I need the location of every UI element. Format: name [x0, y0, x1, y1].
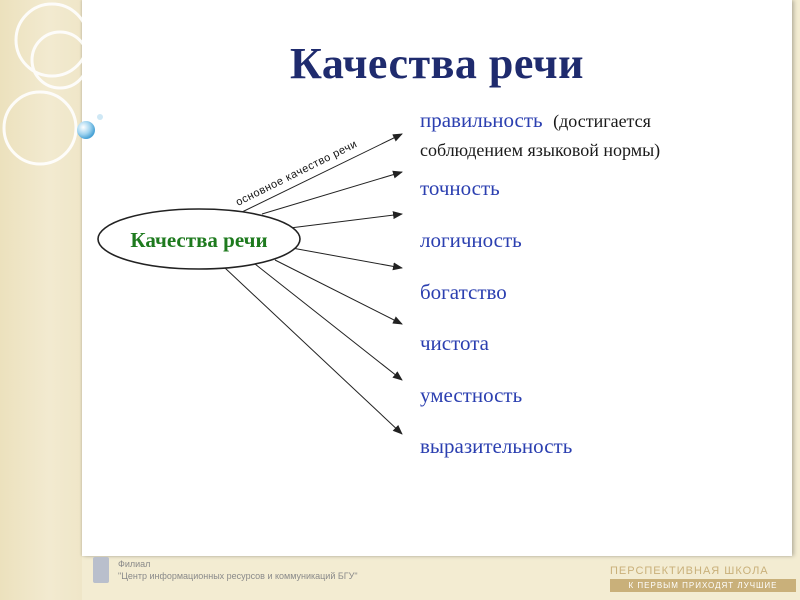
arrow-to-pravilnost [242, 134, 402, 212]
quality-item-pravilnost [420, 108, 651, 133]
quality-label: правильность [420, 108, 543, 132]
arrow-to-umestnost [255, 264, 402, 380]
quality-item-chistota: чистота [420, 331, 489, 355]
arrow-to-vyrazitelnost [225, 268, 402, 434]
quality-note-continued: соблюдением языковой нормы) [420, 140, 661, 160]
quality-item-umestnost: уместность [420, 383, 523, 407]
arrow-label: основное качество речи [233, 138, 360, 209]
center-label: Качества речи [130, 228, 268, 252]
footer-caption [118, 558, 358, 582]
arrow-to-chistota [275, 260, 402, 324]
arrow-to-bogatstvo [292, 248, 402, 268]
university-logo-icon [93, 557, 109, 583]
arrow-to-logichnost [290, 214, 402, 228]
brand-logo [610, 565, 796, 595]
quality-item-vyrazitelnost: выразительность [420, 434, 573, 458]
page-title: Качества речи [290, 39, 584, 88]
quality-item-bogatstvo: богатство [420, 280, 507, 304]
brand-slogan: К ПЕРВЫМ ПРИХОДЯТ ЛУЧШИЕ [610, 579, 796, 592]
quality-item-tochnost: точность [420, 176, 500, 200]
quality-item-logichnost: логичность [420, 228, 522, 252]
brand-name: ПЕРСПЕКТИВНАЯ ШКОЛА [610, 565, 769, 577]
footer-line-1: Филиал [118, 559, 151, 569]
quality-note: (достигается [553, 111, 651, 131]
footer-line-2: "Центр информационных ресурсов и коммуникаций БГУ" [118, 571, 358, 581]
